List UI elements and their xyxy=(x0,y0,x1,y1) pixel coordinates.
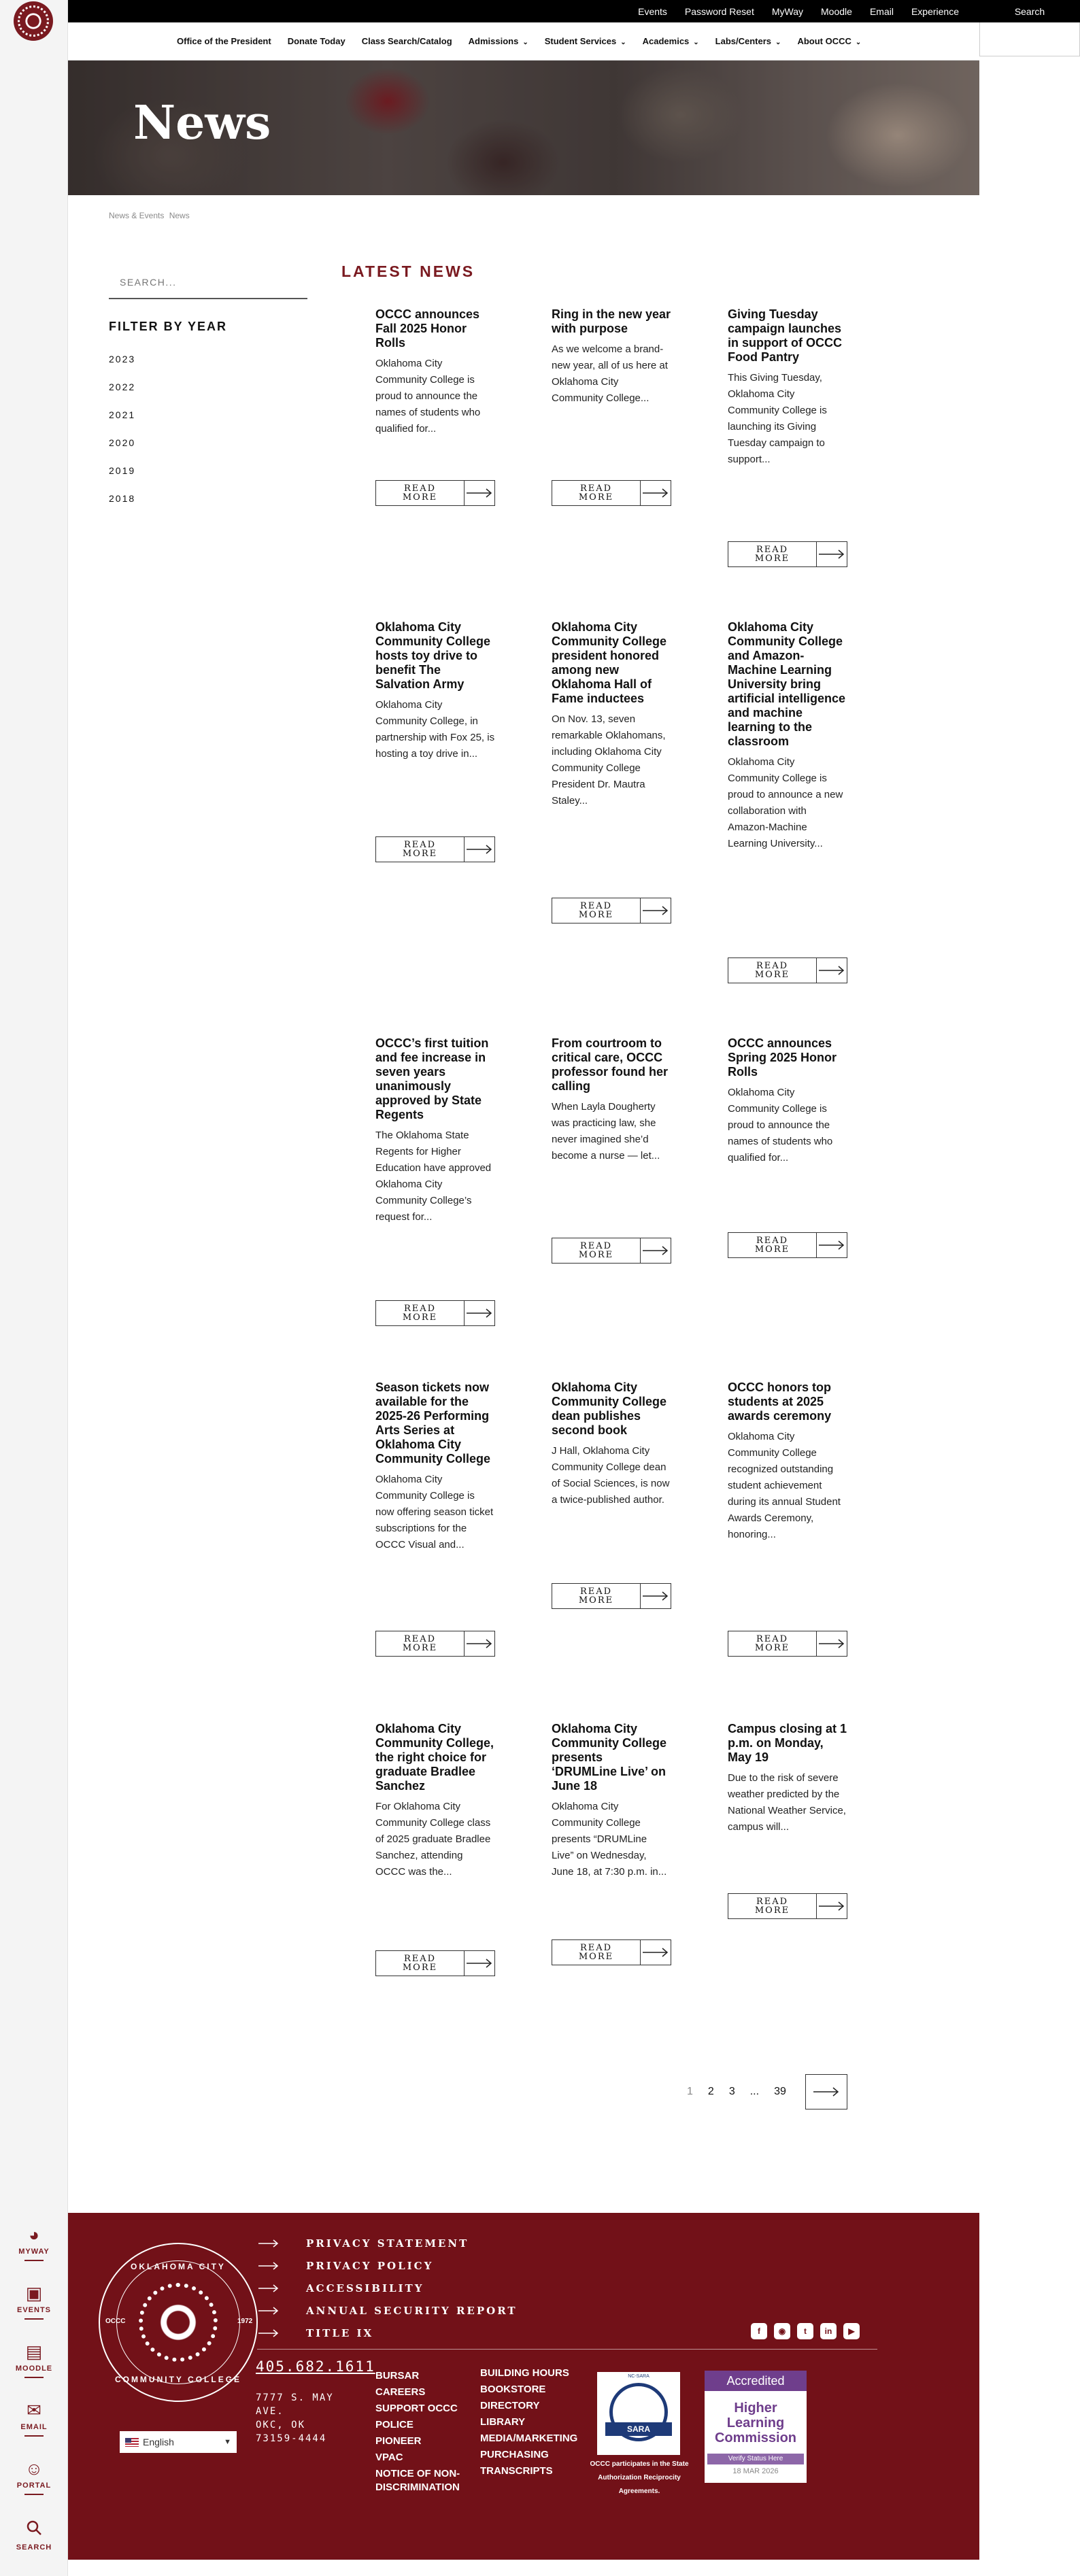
news-card-title[interactable]: From courtroom to critical care, OCCC professor found her calling xyxy=(552,1036,669,1093)
news-card-title[interactable]: OCCC honors top students at 2025 awards ceremony xyxy=(728,1380,832,1423)
read-more-label xyxy=(376,837,465,862)
read-more-text xyxy=(403,1954,437,1972)
utility-bar xyxy=(68,0,979,22)
read-more-label xyxy=(376,1631,465,1656)
news-card xyxy=(728,1036,847,1255)
linkedin-icon[interactable]: in xyxy=(820,2323,837,2339)
news-card-title[interactable]: Oklahoma City Community College and Amazon-Machine Learning University bring artificial intelligence and machine learning to the classroom xyxy=(728,620,846,748)
us-flag-icon xyxy=(125,2438,139,2447)
news-card-excerpt: Due to the risk of severe weather predicted by the National Weather Service, campus will... xyxy=(728,1772,846,1833)
read-more-button[interactable] xyxy=(728,1893,847,1919)
address-line: OKC, OK xyxy=(256,2420,306,2430)
hlc-badge[interactable] xyxy=(705,2371,807,2483)
rail-items xyxy=(0,2214,68,2564)
link-label: TITLE IX xyxy=(306,2326,374,2339)
nav-label: Student Services xyxy=(544,36,617,46)
arrow-right-icon xyxy=(465,1301,494,1325)
read-more-label xyxy=(376,1301,465,1325)
arrow-right-icon xyxy=(258,2262,279,2270)
twitter-icon[interactable]: t xyxy=(797,2323,813,2339)
read-more-label xyxy=(552,481,641,505)
divider xyxy=(24,2494,44,2495)
read-more-text xyxy=(403,1304,437,1322)
news-card xyxy=(375,1722,495,1973)
arrow-right-icon xyxy=(817,1894,847,1918)
read-more-word: READ xyxy=(579,901,613,911)
footer-links-col-1 xyxy=(375,2369,477,2497)
rail-label: SEARCH xyxy=(16,2543,52,2552)
nav-student-services[interactable] xyxy=(545,36,626,46)
year-filter-item[interactable]: 2020 xyxy=(109,437,136,448)
read-more-word: READ xyxy=(756,1236,789,1246)
rail-label: EMAIL xyxy=(20,2423,48,2431)
rail-label: MOODLE xyxy=(15,2365,53,2373)
footer-link[interactable]: SUPPORT OCCC xyxy=(375,2403,458,2414)
nav-office-of-president[interactable] xyxy=(177,36,271,46)
read-more-word: READ xyxy=(756,1897,789,1907)
breadcrumb-news: News xyxy=(169,211,190,220)
rail-myway[interactable] xyxy=(0,2214,68,2272)
news-card-excerpt: J Hall, Oklahoma City Community College dean of Social Sciences, is now a twice-published author. xyxy=(552,1445,670,1506)
breadcrumb-news-events[interactable]: News & Events xyxy=(109,211,165,220)
news-card-title[interactable]: Oklahoma City Community College president honored among new Oklahoma Hall of Fame inductees xyxy=(552,620,667,705)
news-card xyxy=(375,307,495,503)
news-card-excerpt: Oklahoma City Community College is proud to announce a new collaboration with Amazon-Machine Learning University... xyxy=(728,756,843,849)
news-card-excerpt: When Layla Dougherty was practicing law, she never imagined she’d become a nurse — let... xyxy=(552,1101,660,1162)
nav-label: Donate Today xyxy=(287,36,345,46)
footer-privacy-statement-link[interactable] xyxy=(258,2232,518,2254)
read-more-word: READ xyxy=(756,1634,789,1644)
search-icon xyxy=(25,2519,43,2541)
page-link[interactable]: 1 xyxy=(687,2086,693,2097)
footer-security-report-link[interactable] xyxy=(258,2299,518,2322)
news-card-title[interactable]: OCCC announces Fall 2025 Honor Rolls xyxy=(375,307,480,350)
read-more-word: MORE xyxy=(402,1963,438,1973)
sara-ribbon: SARA xyxy=(605,2422,672,2436)
news-card-title[interactable]: Oklahoma City Community College dean publishes second book xyxy=(552,1380,667,1437)
read-more-text xyxy=(579,1587,613,1605)
arrow-right-icon xyxy=(258,2239,279,2248)
news-card xyxy=(728,1722,847,1916)
read-more-word: READ xyxy=(756,545,789,555)
link-label: ACCESSIBILITY xyxy=(306,2282,424,2294)
news-card xyxy=(375,1036,495,1323)
util-password-reset-link[interactable]: Password Reset xyxy=(684,5,754,17)
footer-link[interactable]: LIBRARY xyxy=(480,2416,526,2428)
footer-link[interactable]: DIRECTORY xyxy=(480,2400,540,2411)
read-more-label xyxy=(728,958,817,983)
read-more-text xyxy=(755,1897,790,1915)
read-more-word: MORE xyxy=(402,492,438,503)
read-more-button[interactable] xyxy=(375,1950,495,1976)
read-more-label xyxy=(552,1584,641,1608)
footer-link[interactable]: PIONEER xyxy=(375,2435,422,2447)
read-more-word: MORE xyxy=(578,1250,614,1260)
read-more-word: READ xyxy=(579,1587,613,1597)
sara-badge-top: NC-SARA xyxy=(628,2374,649,2379)
news-card-excerpt: Oklahoma City Community College is proud to announce the names of students who qualified for... xyxy=(375,358,481,435)
footer-link[interactable]: CAREERS xyxy=(375,2386,426,2398)
arrow-right-icon xyxy=(817,1631,847,1656)
address-line: 7777 S. MAY AVE. xyxy=(256,2392,334,2417)
news-card-excerpt: This Giving Tuesday, Oklahoma City Community College is launching its Giving Tuesday campaign to support... xyxy=(728,372,827,465)
seal-emblem-icon xyxy=(139,2283,218,2362)
sara-caption: OCCC participates in the State Authorization Reciprocity Agreements. xyxy=(590,2460,689,2495)
news-card-excerpt: Oklahoma City Community College recognized outstanding student achievement during its annual Student Awards Ceremony, honoring... xyxy=(728,1431,841,1540)
occc-seal-icon xyxy=(18,5,49,37)
page-link[interactable]: 39 xyxy=(774,2086,786,2097)
read-more-label xyxy=(376,481,465,505)
nav-class-search[interactable] xyxy=(362,36,452,46)
util-events-link[interactable]: Events xyxy=(638,5,667,17)
news-card xyxy=(552,1380,671,1606)
arrow-right-icon xyxy=(641,898,671,923)
news-card xyxy=(375,620,495,859)
main-nav xyxy=(68,22,979,61)
read-more-button[interactable] xyxy=(728,541,847,567)
news-card-excerpt: Oklahoma City Community College, in partnership with Fox 25, is hosting a toy drive in... xyxy=(375,699,495,760)
arrow-right-icon xyxy=(465,837,494,862)
arrow-right-icon xyxy=(465,1951,494,1976)
hlc-verify-link[interactable]: Verify Status Here xyxy=(707,2454,804,2464)
arrow-right-icon xyxy=(641,1584,671,1608)
read-more-word: MORE xyxy=(578,910,614,920)
link-label: PRIVACY POLICY xyxy=(306,2259,434,2272)
read-more-text xyxy=(755,962,790,979)
nav-academics[interactable] xyxy=(643,36,699,46)
news-card-title[interactable]: Oklahoma City Community College presents ‘DRUMLine Live’ on June 18 xyxy=(552,1722,667,1793)
youtube-icon[interactable]: ▶ xyxy=(843,2323,860,2339)
news-card xyxy=(728,1380,847,1653)
read-more-word: READ xyxy=(579,1943,613,1953)
read-more-button[interactable] xyxy=(728,957,847,983)
arrow-right-icon xyxy=(258,2329,279,2337)
divider xyxy=(24,2377,44,2378)
news-card-excerpt: Oklahoma City Community College is now offering season ticket subscriptions for the OCCC Visual and... xyxy=(375,1474,494,1550)
util-moodle-link[interactable]: Moodle xyxy=(821,5,852,17)
arrow-right-icon xyxy=(813,2087,839,2097)
arrow-right-icon xyxy=(817,1233,847,1257)
footer-address xyxy=(256,2391,351,2445)
hlc-accredited: Accredited xyxy=(705,2371,807,2391)
arrow-right-icon xyxy=(258,2307,279,2315)
news-card-title[interactable]: Oklahoma City Community College, the right choice for graduate Bradlee Sanchez xyxy=(375,1722,494,1793)
chevron-down-icon: ▼ xyxy=(224,2438,231,2446)
rail-label: MYWAY xyxy=(18,2248,50,2256)
news-card-excerpt: The Oklahoma State Regents for Higher Education have approved Oklahoma City Community College’s request for... xyxy=(375,1130,492,1223)
news-card-excerpt: As we welcome a brand-new year, all of us here at Oklahoma City Community College... xyxy=(552,343,668,404)
news-card-excerpt: Oklahoma City Community College presents “DRUMLine Live” on Wednesday, June 18, at 7:30 p.m. in... xyxy=(552,1801,667,1878)
arrow-right-icon xyxy=(817,958,847,983)
year-filter-item[interactable]: 2021 xyxy=(109,409,136,420)
news-card xyxy=(552,620,671,920)
year-filter-item[interactable]: 2023 xyxy=(109,354,136,365)
news-card-title[interactable]: OCCC’s first tuition and fee increase in seven years unanimously approved by State Regents xyxy=(375,1036,489,1121)
read-more-label xyxy=(552,898,641,923)
breadcrumb xyxy=(109,211,192,220)
calendar-icon: ▣ xyxy=(25,2283,43,2303)
footer-link[interactable]: MEDIA/MARKETING xyxy=(480,2433,578,2444)
chevron-down-icon: ⌄ xyxy=(522,39,528,46)
year-filter-item[interactable]: 2022 xyxy=(109,382,136,392)
arrow-right-icon xyxy=(465,481,494,505)
read-more-text xyxy=(579,902,613,919)
arrow-right-icon xyxy=(465,1631,494,1656)
footer-link[interactable]: BOOKSTORE xyxy=(480,2384,546,2395)
link-label: PRIVACY STATEMENT xyxy=(306,2237,469,2250)
news-card xyxy=(728,307,847,564)
page-ellipsis: ... xyxy=(749,2086,760,2097)
nav-about-occc[interactable] xyxy=(797,36,861,46)
footer-links-col-2 xyxy=(480,2367,596,2481)
news-card xyxy=(552,307,671,503)
news-card xyxy=(375,1380,495,1653)
chevron-down-icon: ⌄ xyxy=(693,39,699,46)
read-more-text xyxy=(403,484,437,502)
rail-email[interactable] xyxy=(0,2389,68,2447)
chevron-down-icon: ⌄ xyxy=(855,39,862,46)
read-more-label xyxy=(728,1631,817,1656)
read-more-text xyxy=(403,841,437,858)
hero-banner xyxy=(68,61,979,195)
footer-title-ix-link[interactable] xyxy=(258,2322,518,2344)
footer-accessibility-link[interactable] xyxy=(258,2277,518,2299)
news-card-title[interactable]: Campus closing at 1 p.m. on Monday, May 19 xyxy=(728,1722,847,1764)
footer-privacy-policy-link[interactable] xyxy=(258,2254,518,2277)
occc-logo[interactable] xyxy=(14,1,53,41)
nav-label: Labs/Centers xyxy=(715,36,772,46)
read-more-word: READ xyxy=(403,484,437,494)
footer-link[interactable]: VPAC xyxy=(375,2452,403,2463)
read-more-word: READ xyxy=(403,1304,437,1314)
chevron-down-icon: ⌄ xyxy=(620,39,626,46)
footer-link[interactable]: BURSAR xyxy=(375,2370,420,2382)
nav-admissions[interactable] xyxy=(469,36,528,46)
nav-label: About OCCC xyxy=(797,36,851,46)
search-dropdown-panel xyxy=(979,22,1080,56)
page-link[interactable]: 3 xyxy=(728,2086,735,2097)
seal-text-left: OCCC xyxy=(105,2318,126,2325)
read-more-word: READ xyxy=(579,484,613,494)
news-card-title[interactable]: OCCC announces Spring 2025 Honor Rolls xyxy=(728,1036,837,1079)
read-more-label xyxy=(728,1894,817,1918)
divider xyxy=(24,2435,44,2437)
util-experience-link[interactable]: Experience xyxy=(911,5,959,17)
read-more-word: MORE xyxy=(402,1312,438,1323)
read-more-word: MORE xyxy=(754,970,790,980)
news-card xyxy=(728,620,847,980)
hlc-date: 18 MAR 2026 xyxy=(732,2467,779,2475)
read-more-button[interactable] xyxy=(375,1300,495,1326)
arrow-right-icon xyxy=(258,2284,279,2292)
read-more-word: READ xyxy=(403,1954,437,1964)
user-icon: ☺ xyxy=(24,2458,44,2479)
latest-news-heading: LATEST NEWS xyxy=(341,262,475,280)
read-more-text xyxy=(579,1944,613,1961)
social-links xyxy=(751,2323,866,2339)
read-more-text xyxy=(403,1635,437,1653)
arrow-right-icon xyxy=(641,481,671,505)
read-more-label xyxy=(728,542,817,566)
seal-text-top: OKLAHOMA CITY xyxy=(131,2262,226,2271)
footer-link[interactable]: TRANSCRIPTS xyxy=(480,2465,553,2477)
instagram-icon[interactable]: ◉ xyxy=(774,2323,790,2339)
read-more-text xyxy=(579,1242,613,1259)
read-more-word: MORE xyxy=(754,1244,790,1255)
rail-search[interactable] xyxy=(0,2506,68,2564)
footer-link[interactable]: PURCHASING xyxy=(480,2449,549,2460)
hlc-name: Higher Learning Commission xyxy=(714,2401,797,2445)
footer-link[interactable]: POLICE xyxy=(375,2419,414,2430)
read-more-word: MORE xyxy=(402,849,438,859)
footer-seal xyxy=(99,2243,258,2402)
read-more-button[interactable] xyxy=(728,1232,847,1258)
filter-title: FILTER BY YEAR xyxy=(109,320,228,333)
util-myway-link[interactable]: MyWay xyxy=(771,5,804,17)
arrow-right-icon xyxy=(641,1940,671,1965)
read-more-word: MORE xyxy=(402,1643,438,1653)
gauge-icon: ◕ xyxy=(29,2224,39,2245)
util-search-button[interactable]: Search xyxy=(979,0,1080,22)
page-title: News xyxy=(133,96,271,150)
read-more-word: READ xyxy=(579,1241,613,1251)
pagination xyxy=(687,2074,847,2109)
read-more-word: READ xyxy=(756,961,789,971)
sara-badge[interactable] xyxy=(597,2372,680,2455)
footer-phone[interactable]: 405.682.1611 xyxy=(256,2358,375,2375)
read-more-button[interactable] xyxy=(728,1631,847,1657)
read-more-button[interactable] xyxy=(552,1238,671,1264)
news-card-excerpt: On Nov. 13, seven remarkable Oklahomans, including Oklahoma City Community College President Dr. Mautra Staley... xyxy=(552,713,666,807)
next-page-button[interactable] xyxy=(805,2074,847,2109)
footer-link[interactable]: BUILDING HOURS xyxy=(480,2367,569,2379)
address-line: 73159-4444 xyxy=(256,2433,327,2444)
nav-labs-centers[interactable] xyxy=(715,36,781,46)
language-value: English xyxy=(143,2437,174,2447)
news-card-excerpt: Oklahoma City Community College is proud to announce the names of students who qualified for... xyxy=(728,1087,833,1164)
footer-policy-links xyxy=(258,2232,518,2344)
news-card xyxy=(552,1036,671,1260)
chevron-down-icon: ⌄ xyxy=(775,39,781,46)
read-more-button[interactable] xyxy=(552,1583,671,1609)
news-card-title[interactable]: Season tickets now available for the 2025-26 Performing Arts Series at Oklahoma City Community College xyxy=(375,1380,491,1465)
read-more-word: MORE xyxy=(754,1905,790,1916)
divider xyxy=(24,2260,44,2261)
news-search xyxy=(109,267,307,299)
read-more-text xyxy=(755,1635,790,1653)
site-footer xyxy=(68,2213,979,2560)
read-more-text xyxy=(755,545,790,563)
rail-label: EVENTS xyxy=(16,2306,51,2314)
language-select[interactable] xyxy=(120,2431,237,2453)
arrow-right-icon xyxy=(817,542,847,566)
read-more-label xyxy=(552,1940,641,1965)
nav-label: Office of the President xyxy=(177,36,271,46)
read-more-button[interactable] xyxy=(552,480,671,506)
read-more-button[interactable] xyxy=(375,480,495,506)
read-more-word: MORE xyxy=(754,1643,790,1653)
rail-label: PORTAL xyxy=(16,2481,52,2490)
page-link[interactable]: 2 xyxy=(707,2086,714,2097)
read-more-label xyxy=(552,1238,641,1263)
read-more-button[interactable] xyxy=(375,836,495,862)
news-card-title[interactable]: Oklahoma City Community College hosts toy drive to benefit The Salvation Army xyxy=(375,620,491,691)
nav-label: Class Search/Catalog xyxy=(361,36,452,46)
read-more-word: READ xyxy=(403,840,437,850)
util-email-link[interactable]: Email xyxy=(869,5,894,17)
read-more-text xyxy=(579,484,613,502)
facebook-icon[interactable]: f xyxy=(751,2323,767,2339)
mail-icon: ✉ xyxy=(27,2400,41,2420)
nav-donate-today[interactable] xyxy=(288,36,345,46)
read-more-word: MORE xyxy=(578,492,614,503)
read-more-label xyxy=(728,1233,817,1257)
link-label: ANNUAL SECURITY REPORT xyxy=(306,2304,518,2317)
read-more-label xyxy=(376,1951,465,1976)
year-filter-item[interactable]: 2019 xyxy=(109,465,136,476)
rail-events[interactable] xyxy=(0,2272,68,2331)
book-icon: ▤ xyxy=(25,2341,43,2362)
read-more-word: READ xyxy=(403,1634,437,1644)
nav-label: Academics xyxy=(642,36,690,46)
read-more-word: MORE xyxy=(578,1595,614,1606)
seal-text-bottom: COMMUNITY COLLEGE xyxy=(114,2375,242,2384)
news-card xyxy=(552,1722,671,1962)
news-card-excerpt: For Oklahoma City Community College class of 2025 graduate Bradlee Sanchez, attending OCCC was the... xyxy=(375,1801,491,1878)
read-more-word: MORE xyxy=(578,1952,614,1962)
search-input[interactable] xyxy=(109,267,307,298)
divider xyxy=(24,2318,44,2320)
year-filter-list xyxy=(109,354,135,521)
rail-portal[interactable] xyxy=(0,2447,68,2506)
footer-divider xyxy=(257,2349,877,2350)
arrow-right-icon xyxy=(641,1238,671,1263)
read-more-text xyxy=(755,1236,790,1254)
read-more-button[interactable] xyxy=(552,898,671,923)
news-card-title[interactable]: Giving Tuesday campaign launches in support of OCCC Food Pantry xyxy=(728,307,842,364)
left-rail xyxy=(0,0,68,2576)
seal-text-right: 1972 xyxy=(237,2318,253,2325)
read-more-button[interactable] xyxy=(552,1939,671,1965)
read-more-button[interactable] xyxy=(375,1631,495,1657)
footer-link[interactable]: NOTICE OF NON-DISCRIMINATION xyxy=(375,2468,460,2493)
nav-label: Admissions xyxy=(468,36,519,46)
news-card-title[interactable]: Ring in the new year with purpose xyxy=(552,307,671,335)
year-filter-item[interactable]: 2018 xyxy=(109,493,136,504)
read-more-word: MORE xyxy=(754,554,790,564)
rail-moodle[interactable] xyxy=(0,2331,68,2389)
